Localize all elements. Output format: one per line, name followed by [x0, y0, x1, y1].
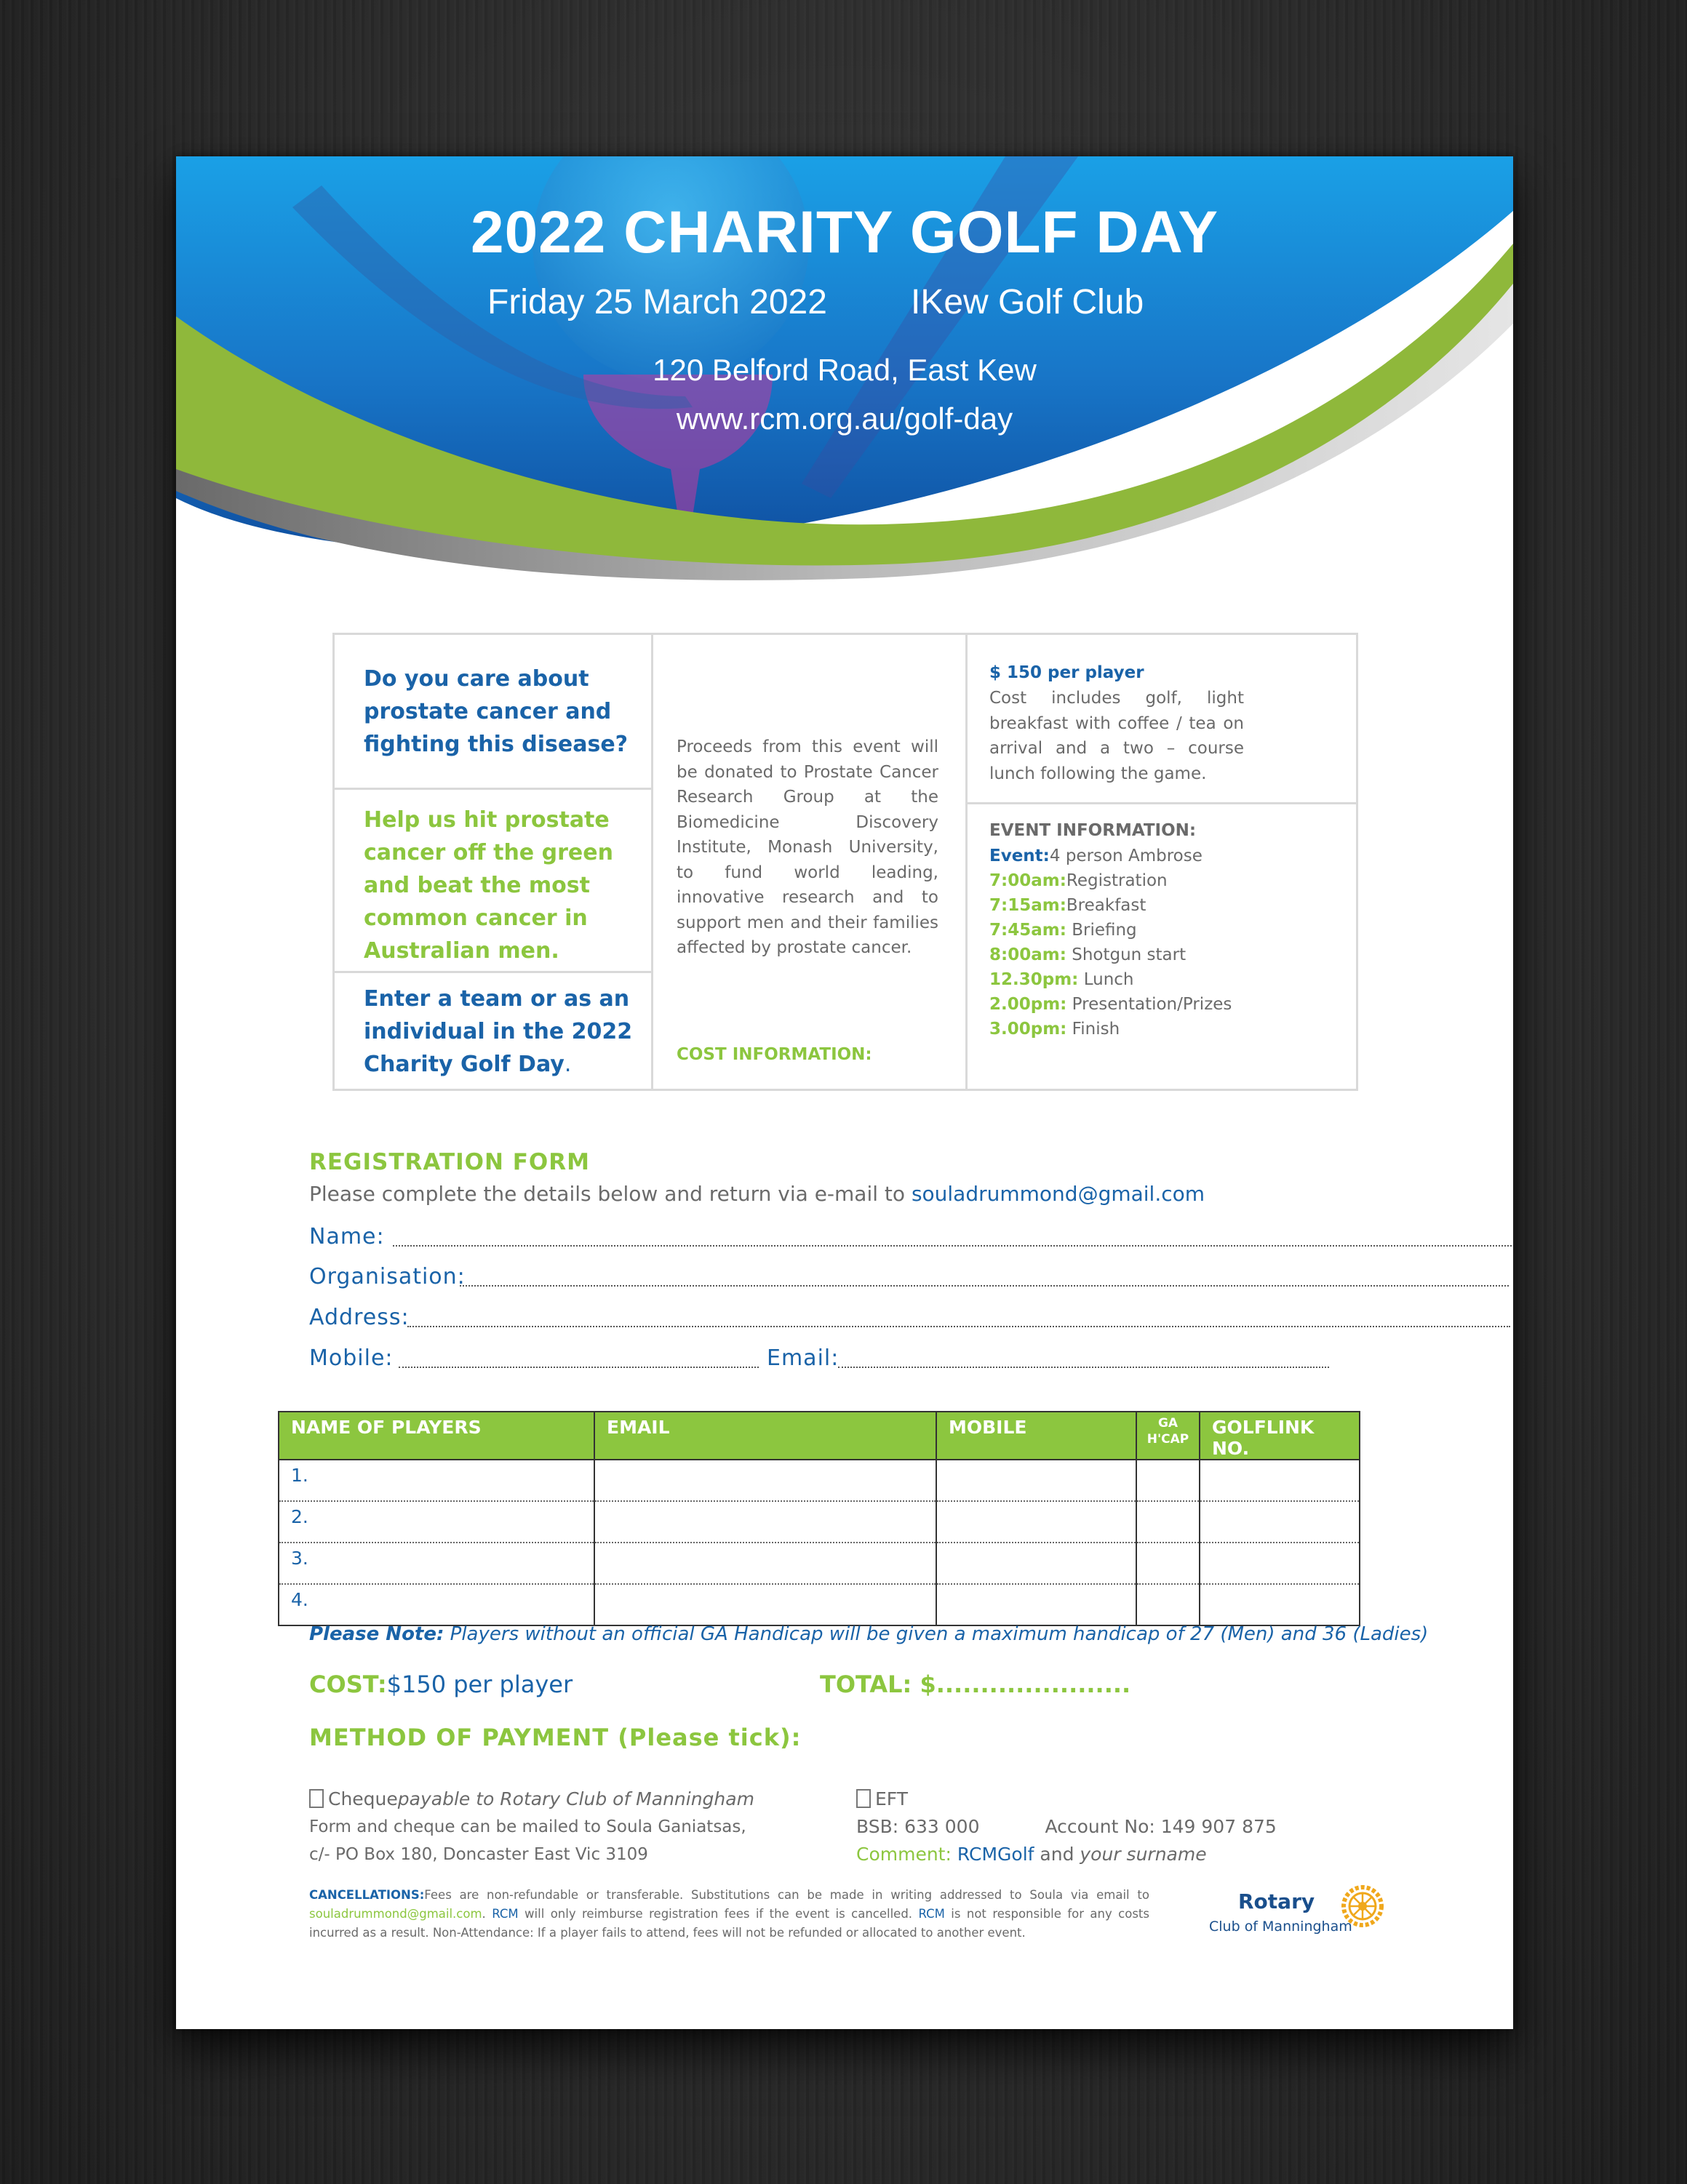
- event-date: Friday 25 March 2022: [487, 283, 827, 321]
- organisation-field[interactable]: [460, 1285, 1509, 1287]
- players-table-header: [279, 1412, 1360, 1460]
- cheque-checkbox[interactable]: [309, 1789, 324, 1808]
- cost-info-heading: COST INFORMATION:: [677, 1045, 872, 1064]
- registration-intro: Please complete the details below and return via e-mail to souladrummond@gmail.com: [309, 1182, 1205, 1206]
- schedule-item: Shotgun start: [1066, 945, 1187, 964]
- col-golflink-no: GOLFLINK NO.: [1200, 1412, 1360, 1460]
- handicap-note: Please Note: Players without an official GA Handicap will be given a maximum handicap of 27 (Men) and 36 (Ladies): [309, 1623, 1429, 1645]
- table-row: [279, 1543, 1360, 1584]
- schedule-time: 8:00am:: [989, 945, 1066, 964]
- payment-method-title: METHOD OF PAYMENT (Please tick):: [309, 1724, 802, 1751]
- player-name-cell[interactable]: 1.: [279, 1460, 594, 1501]
- event-schedule: [989, 844, 1232, 1041]
- player-mobile-cell[interactable]: [936, 1584, 1136, 1625]
- email-label: Email:: [767, 1345, 839, 1371]
- schedule-row: [989, 918, 1232, 943]
- player-name-cell[interactable]: 2.: [279, 1501, 594, 1543]
- account-number: Account No: 149 907 875: [1045, 1816, 1277, 1837]
- schedule-time: 3.00pm:: [989, 1020, 1067, 1039]
- rotary-logo: [1209, 1884, 1398, 1949]
- information-box: [332, 633, 1358, 1091]
- event-title: 2022 CHARITY GOLF DAY: [470, 199, 1219, 265]
- player-hcap-cell[interactable]: [1136, 1460, 1200, 1501]
- player-name-cell[interactable]: 4.: [279, 1584, 594, 1625]
- schedule-item: Finish: [1066, 1020, 1120, 1039]
- col-ga-hcap: GA H'CAP: [1136, 1412, 1200, 1460]
- rotary-club: Club of Manningham: [1209, 1919, 1352, 1935]
- help-us-message: Help us hit prostate cancer off the green and beat the most common cancer in Australian men.: [364, 807, 613, 964]
- mobile-label: Mobile:: [309, 1345, 394, 1371]
- players-table: [278, 1411, 1360, 1626]
- player-golflink-cell[interactable]: [1200, 1501, 1360, 1543]
- total-field[interactable]: TOTAL: $......................: [820, 1671, 1131, 1698]
- schedule-time: 2.00pm:: [989, 995, 1067, 1014]
- schedule-time: 7:15am:: [989, 896, 1066, 915]
- player-mobile-cell[interactable]: [936, 1543, 1136, 1584]
- price-description: Cost includes golf, light breakfast with coffee / tea on arrival and a two – course lunch following the game.: [989, 689, 1244, 783]
- bsb-number: BSB: 633 000: [856, 1816, 980, 1837]
- question-prostate-cancer: Do you care about prostate cancer and fighting this disease?: [364, 666, 629, 757]
- player-hcap-cell[interactable]: [1136, 1584, 1200, 1625]
- rotary-name: Rotary: [1238, 1889, 1315, 1913]
- schedule-item: Lunch: [1078, 970, 1134, 989]
- player-hcap-cell[interactable]: [1136, 1543, 1200, 1584]
- table-row: [279, 1460, 1360, 1501]
- address-label: Address:: [309, 1305, 410, 1330]
- name-label: Name:: [309, 1224, 385, 1249]
- enter-team-message: Enter a team or as an individual in the 2022 Charity Golf Day.: [364, 986, 633, 1077]
- player-mobile-cell[interactable]: [936, 1460, 1136, 1501]
- col-email: EMAIL: [594, 1412, 936, 1460]
- organisation-label: Organisation:: [309, 1264, 466, 1289]
- event-address: 120 Belford Road, East Kew: [653, 353, 1037, 387]
- schedule-row: [989, 967, 1232, 992]
- eft-block: EFT BSB: 633 000 Account No: 149 907 875 Comment: RCMGolf and your surname: [856, 1788, 1277, 1865]
- player-mobile-cell[interactable]: [936, 1501, 1136, 1543]
- player-name-cell[interactable]: 3.: [279, 1543, 594, 1584]
- player-email-cell[interactable]: [594, 1584, 936, 1625]
- info-divider: [965, 635, 968, 1089]
- cancellations-text: CANCELLATIONS:Fees are non-refundable or transferable. Substitutions can be made in writing addressed to Soula via email to souladrummond@gmail.com. RCM will only reimburse registration fees if the event is cancelled. RCM is not responsible for any costs incurred as a result. Non-Attendance: If a player fails to attend, fees will not be refunded or allocated to another event.: [309, 1888, 1149, 1940]
- name-field[interactable]: [393, 1245, 1512, 1247]
- table-row: [279, 1501, 1360, 1543]
- eft-checkbox[interactable]: [856, 1789, 871, 1808]
- schedule-row: [989, 868, 1232, 893]
- email-field[interactable]: [838, 1367, 1329, 1368]
- cheque-block: Chequepayable to Rotary Club of Manningham Form and cheque can be mailed to Soula Ganiatsas, c/- PO Box 180, Doncaster East Vic 3109: [309, 1788, 754, 1864]
- schedule-item: Briefing: [1066, 921, 1137, 940]
- info-divider: [335, 971, 651, 973]
- event-website-link[interactable]: www.rcm.org.au/golf-day: [676, 401, 1013, 436]
- registration-email-link[interactable]: souladrummond@gmail.com: [911, 1182, 1205, 1206]
- schedule-list: [989, 868, 1232, 1041]
- price-heading: $ 150 per player: [989, 663, 1144, 682]
- schedule-item: Presentation/Prizes: [1066, 995, 1232, 1014]
- event-info-heading: EVENT INFORMATION:: [989, 821, 1197, 840]
- player-email-cell[interactable]: [594, 1543, 936, 1584]
- schedule-row: [989, 893, 1232, 918]
- event-venue: IKew Golf Club: [911, 283, 1144, 321]
- player-email-cell[interactable]: [594, 1501, 936, 1543]
- schedule-time: 7:00am:: [989, 871, 1066, 890]
- cost-line: COST:$150 per player: [309, 1671, 573, 1698]
- schedule-time: 12.30pm:: [989, 970, 1079, 989]
- proceeds-text: Proceeds from this event will be donated to Prostate Cancer Research Group at the Biomedicine Discovery Institute, Monash University, to fund world leading, innovative research and to support men and their families affected by prostate cancer.: [677, 737, 938, 957]
- player-golflink-cell[interactable]: [1200, 1584, 1360, 1625]
- event-type-row: Event:4 person Ambrose: [989, 847, 1203, 865]
- info-divider: [965, 802, 1358, 804]
- info-divider: [651, 635, 653, 1089]
- schedule-row: [989, 1017, 1232, 1041]
- player-golflink-cell[interactable]: [1200, 1543, 1360, 1584]
- schedule-time: 7:45am:: [989, 921, 1066, 940]
- rotary-wheel-icon: [1340, 1884, 1385, 1929]
- address-field[interactable]: [407, 1326, 1510, 1327]
- col-name-of-players: NAME OF PLAYERS: [279, 1412, 594, 1460]
- registration-title: REGISTRATION FORM: [309, 1149, 590, 1175]
- table-row: [279, 1584, 1360, 1625]
- info-divider: [335, 788, 651, 790]
- player-email-cell[interactable]: [594, 1460, 936, 1501]
- schedule-row: [989, 992, 1232, 1017]
- schedule-item: Breakfast: [1066, 896, 1146, 915]
- cancellations-email-link[interactable]: souladrummond@gmail.com: [309, 1907, 482, 1921]
- player-golflink-cell[interactable]: [1200, 1460, 1360, 1501]
- schedule-row: [989, 943, 1232, 967]
- flyer-sheet: [176, 156, 1513, 2029]
- player-hcap-cell[interactable]: [1136, 1501, 1200, 1543]
- col-mobile: MOBILE: [936, 1412, 1136, 1460]
- mobile-field[interactable]: [399, 1367, 759, 1368]
- schedule-item: Registration: [1066, 871, 1168, 890]
